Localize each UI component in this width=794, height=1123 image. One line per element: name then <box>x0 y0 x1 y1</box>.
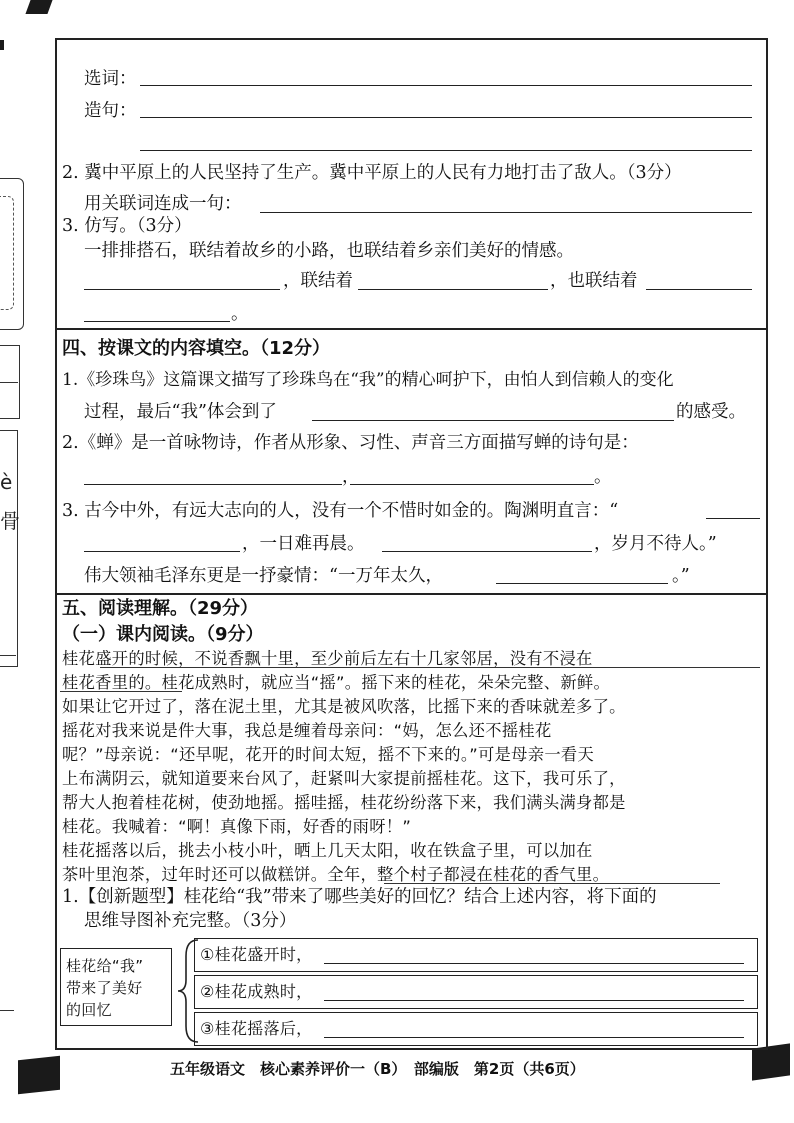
binding-box-1-inner <box>0 196 14 310</box>
mindmap-item-3: ③桂花摇落后， <box>200 1019 313 1038</box>
binding-mark <box>0 40 4 50</box>
select-word-blank[interactable] <box>140 85 752 86</box>
select-word-label: 选词： <box>84 69 137 89</box>
q2-instruction: 用关联词连成一句： <box>84 194 242 214</box>
passage-line-2: 桂花香里的。桂花成熟时，就应当“摇”。摇下来的桂花，朵朵完整、新鲜。 <box>62 673 611 692</box>
make-sentence-blank-1[interactable] <box>140 117 752 118</box>
s4-q2-blank-2[interactable] <box>350 484 594 485</box>
passage-line-10: 茶叶里泡茶，过年时还可以做糕饼。全年，整个村子都浸在桂花的香气里。 <box>62 865 610 884</box>
mindmap-item-2: ②桂花成熟时， <box>200 982 313 1001</box>
s4-q3-mid: ，一日难再晨。 <box>242 534 365 554</box>
s4-q3-blank-4[interactable] <box>496 583 668 584</box>
s4-q2-line1: 2.《蝉》是一首咏物诗，作者从形象、习性、声音三方面描写蝉的诗句是： <box>62 433 639 453</box>
q3-blank-1[interactable] <box>84 289 280 290</box>
passage-line-7: 帮大人抱着桂花树，使劲地摇。摇哇摇，桂花纷纷落下来，我们满头满身都是 <box>62 793 626 812</box>
q3-example: 一排排搭石，联结着故乡的小路，也联结着乡亲们美好的情感。 <box>84 241 574 261</box>
passage-line-4: 摇花对我来说是件大事，我总是缠着母亲问：“妈，怎么还不摇桂花 <box>62 721 552 740</box>
s4-q3-line3b: 。” <box>672 566 690 586</box>
q3-blank-4[interactable] <box>84 321 230 322</box>
mindmap-answer-blank-1[interactable] <box>324 963 744 964</box>
mindmap-root-line-3: 的回忆 <box>66 1001 112 1019</box>
mindmap-answer-blank-2[interactable] <box>324 1000 744 1001</box>
s4-q2-comma: ， <box>342 467 360 487</box>
passage-line-3: 如果让它开过了，落在泥土里，尤其是被风吹落，比摇下来的香味就差多了。 <box>62 697 626 716</box>
handwritten-underline-2 <box>60 691 182 692</box>
binding-line-3 <box>0 1010 14 1011</box>
s4-q2-end: 。 <box>594 467 612 487</box>
make-sentence-blank-2[interactable] <box>140 150 752 151</box>
passage-line-1: 桂花盛开的时候，不说香飘十里，至少前后左右十几家邻居，没有不浸在 <box>62 649 593 668</box>
passage-line-9: 桂花摇落以后，挑去小枝小叶，晒上几天太阳，收在铁盒子里，可以加在 <box>62 841 593 860</box>
s4-q3-blank-2[interactable] <box>84 551 240 552</box>
divider-section-4 <box>55 328 768 330</box>
binding-line <box>0 382 18 383</box>
passage-line-5: 呢？”母亲说：“还早呢，花开的时间太短，摇不下来的。”可是母亲一看天 <box>62 745 595 764</box>
scan-corner-mark <box>25 0 52 14</box>
s4-q1-blank[interactable] <box>312 420 674 421</box>
passage-line-8: 桂花。我喊着：“啊！真像下雨，好香的雨呀！” <box>62 817 412 836</box>
q2-answer-blank[interactable] <box>260 212 752 213</box>
q3-blank-text-2: ，也联结着 <box>550 271 638 291</box>
binding-line-2 <box>0 655 16 656</box>
q3-blank-text-1: ，联结着 <box>283 271 353 291</box>
reading-q1-line1: 1.【创新题型】桂花给“我”带来了哪些美好的回忆？结合上述内容，将下面的 <box>62 887 657 907</box>
binding-glyph-2: 骨 <box>0 509 20 533</box>
section-4-title: 四、按课文的内容填空。（12分） <box>62 338 331 359</box>
s4-q3-blank-3[interactable] <box>382 551 592 552</box>
handwritten-underline-1 <box>100 667 760 668</box>
binding-glyph-1: è <box>0 470 13 494</box>
q3-blank-2[interactable] <box>358 289 548 290</box>
make-sentence-label: 造句： <box>84 101 137 121</box>
q3-blank-3[interactable] <box>646 289 752 290</box>
page-footer: 五年级语文 核心素养评价一（B） 部编版 第2页（共6页） <box>170 1060 585 1078</box>
mindmap-answer-blank-3[interactable] <box>324 1037 744 1038</box>
passage-line-6: 上布满阴云，就知道要来台风了，赶紧叫大家提前摇桂花。这下，我可乐了， <box>62 769 626 788</box>
s4-q3-end: ，岁月不待人。” <box>594 534 717 554</box>
q2-prompt: 2. 冀中平原上的人民坚持了生产。冀中平原上的人民有力地打击了敌人。（3分） <box>62 163 682 183</box>
s4-q3-line3a: 伟大领袖毛泽东更是一抒豪情：“一万年太久， <box>84 566 443 586</box>
registration-mark-left <box>18 1056 60 1094</box>
binding-box-3 <box>0 430 18 667</box>
divider-section-5 <box>55 593 768 595</box>
mindmap-root-line-2: 带来了美好 <box>66 979 143 997</box>
reading-q1-line2: 思维导图补充完整。（3分） <box>84 911 297 931</box>
reading-subtitle: （一）课内阅读。（9分） <box>62 624 264 645</box>
mindmap-root-line-1: 桂花给“我” <box>66 957 144 975</box>
s4-q1-line1: 1.《珍珠鸟》这篇课文描写了珍珠鸟在“我”的精心呵护下，由怕人到信赖人的变化 <box>62 370 674 390</box>
s4-q2-blank-1[interactable] <box>84 484 342 485</box>
q3-prompt: 3. 仿写。（3分） <box>62 216 192 236</box>
mindmap-item-1: ①桂花盛开时， <box>200 945 313 964</box>
s4-q3-line1: 3. 古今中外，有远大志向的人，没有一个不惜时如金的。陶渊明直言：“ <box>62 501 619 521</box>
s4-q3-blank-1[interactable] <box>706 518 760 519</box>
q3-end-mark: 。 <box>231 304 249 324</box>
section-5-title: 五、阅读理解。（29分） <box>62 598 259 619</box>
handwritten-underline-3 <box>384 883 720 884</box>
s4-q1-line2b: 的感受。 <box>676 402 746 422</box>
s4-q1-line2a: 过程，最后“我”体会到了 <box>84 402 277 422</box>
